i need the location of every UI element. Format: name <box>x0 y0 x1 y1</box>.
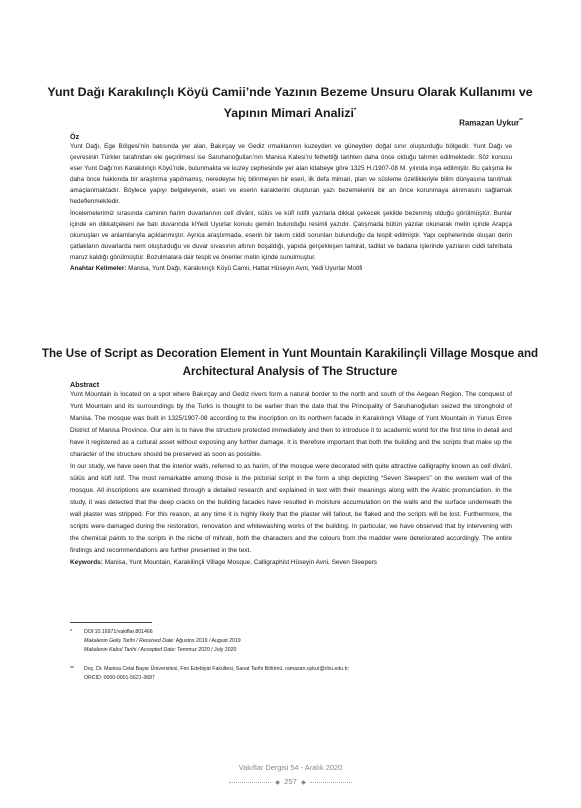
journal-footer: Vakıflar Dergisi 54 - Aralık 2020 <box>238 763 343 772</box>
footnote-author-info <box>70 665 520 683</box>
abstract-heading: Abstract <box>70 380 100 389</box>
author-orcid: ORCID: 0000-0001-5621-3687 <box>84 675 155 682</box>
diamond-icon: ◆ <box>301 780 306 786</box>
page-number-footer <box>0 777 581 786</box>
english-abstract <box>70 389 512 569</box>
turkish-abstract <box>70 141 512 274</box>
keywords-english-label: Keywords: <box>70 559 103 566</box>
title-footnote-mark: * <box>354 108 357 114</box>
oz-paragraph: İncelemelerimiz sırasında caminin harim duvarlarının celî dîvânî, sülüs ve küfî istifli yazılarla dikkat çekecek şekilde bezenmiş olduğu görülmüştür. Bunlar içinde en dikkatçekeni ise batı duvarında kiYedi Uyurlar konulu gemiin bulunduğu resimli yazıdır. Çalışmada bütün yazılar okunarak metin içinde Arapça okunuşları ve anlamlarıyla açıklanmıştır. Ayrıca araştırmada, eserin bir takım ciddi sorunları bulunduğu da tespit edilmiştir. Yapı cephelerinde oluşan derin çatlakların duvarlarda nem oluşturduğu ve duvar sıvasının altının boşaldığı, yapıda gerçekleşen tamirat, tadilat ve badana işlerinde yazıların ciddi tahribata maruz kaldığı görülmüştür. Bozulmalara dair tespit ve öneriler metin içinde sunulmuştur. <box>70 209 512 261</box>
diamond-icon: ◆ <box>275 780 280 786</box>
footnote-divider <box>70 622 152 623</box>
oz-paragraph: Yunt Dağı, Ege Bölgesi’nin batısında yer alan, Bakırçay ve Gediz ırmaklarının kuzeyden ve güneyden doğal sınır oluşturduğu bölgedir. Yunt Dağı ve çevresinin Türkler tarafından ele geçirilmesi ise Saruhanoğulları’nın Manisa Kalesi’ni fethettiği tarihten daha önce olduğu tahmin edilmektedir. Söz konusu eser Yunt Dağı’nın Karakılınçlı Köyü’nde, bulunmakta ve kuzey cephesinde yer alan kitabeye göre 1325 H./1907-08 M. yılında inşa edilmiştir. Bu çalışma ile daha önce hakkında bir araştırma yapılmamış, neredeyse hiç bilinmeyen bir eseri, ilk defa mimari, plan ve süsleme özellikleriyle bilim dünyasına tanıtmak amaçlanmaktadır. Böylece yapıyı belgeleyerek, eseri ve eserin karakterini oluşturan yazı bezemelerini bir an önce korunmaya alınmasını sağlamak hedeflenmektedir. <box>70 143 512 206</box>
received-date-label: Makalenin Geliş Tarihi / Received Date: <box>84 638 175 645</box>
keywords-turkish-label: Anahtar Kelimeler: <box>70 265 127 273</box>
footer-dotted-line <box>229 782 271 783</box>
page-number: 257 <box>284 777 297 786</box>
received-date <box>84 637 520 646</box>
accepted-date <box>84 646 520 655</box>
title-turkish-text: Yunt Dağı Karakılınçlı Köyü Camii’nde Yazının Bezeme Unsuru Olarak Kullanımı ve Yapının Mimari Analizi <box>47 85 533 121</box>
author-affiliation: Doç. Dr. Manisa Celal Bayar Üniversitesi, Fen Edebiyat Fakültesi, Sanat Tarihi Bölümü, ramazan.uykur@cbu.edu.tr; <box>84 666 350 672</box>
keywords-turkish <box>70 263 512 274</box>
title-english: The Use of Script as Decoration Element in Yunt Mountain Karakilinçli Village Mosque and Architectural Analysis of The Structure <box>41 347 539 378</box>
abstract-paragraph: In our study, we have seen that the interior walls, referred to as harim, of the mosque were decorated with quite attractive calligraphy known as celî dîvânî, sülüs and küfî istif. The most remarkable among those is the pictorial script in the form a ship depicting “Seven Sleepers” on the western wall of the mosque. All inscriptions are examined through a detailed research and explained in text with their meanings along with the Arabic pronunciation. In the study, it was detected that the deep cracks on the building facades have resulted in moisture accumulation on the walls and the surface underneath the wall plaster was stripped. For this reason, at any time it is highly likely that the plaster will fallout, be flaked and the scripts will be lost. Furthermore, the scripts were damaged during the restoration, renovation and whitewashing works of the building. In particular, we have observed that by intervening with the chemical paints to the scripts in the niche of mihrab, both the characters and the colours from the madder were deteriorated accordingly. The entire findings and recommendations are further presented in the text. <box>70 463 512 554</box>
doi-link[interactable]: DOI:10.16971/vakiflar.801466 <box>84 629 153 635</box>
footnote-mark: ** <box>70 666 75 672</box>
received-date-value: Ağustos 2019 / August 2019 <box>175 638 241 645</box>
oz-heading: Öz <box>70 132 80 141</box>
keywords-turkish-text: Manisa, Yunt Dağı, Karakılınçlı Köyü Camii, Hattat Hüseyin Avni, Yedi Uyurlar Motifi <box>128 265 363 273</box>
author <box>459 118 523 128</box>
footnote-mark: * <box>70 629 73 635</box>
keywords-english-text: Manisa, Yunt Mountain, Karakilinçli Village Mosque, Calligraphist Hüseyin Avni, Seven Sleepers <box>104 559 378 566</box>
accepted-date-value: Temmuz 2020 / July 2020 <box>177 647 237 654</box>
author-name: Ramazan Uykur <box>459 118 520 128</box>
footer-dotted-line <box>310 782 352 783</box>
author-footnote-mark: ** <box>519 118 523 124</box>
keywords-english <box>70 557 512 569</box>
footnote-article-info <box>70 628 520 655</box>
abstract-paragraph: Yunt Mountain is located on a spot where Bakırçay and Gediz rivers form a natural border to the north and south of the Aegean Region. The conquest of Yunt Mountain and its surroundings by the Turks is thought to be earlier than the date that the Principality of Saruhanoğulları seized the stronghold of Manisa. The mosque was built in 1325/1907-08 according to the inscription on its northern facade in Karakılınçlı Village of Yunt Mountain in Yunus Emre District of Manisa Province. Our aim is to have the structure protected immediately and then to introduce it to academic world for the first time in detail and have it registered as a cultural asset without exposing any further damage. It is therefore important that both the building and the scripts that make up the character of the structure should be preserved as soon as possible. <box>70 391 512 458</box>
accepted-date-label: Makalenin Kabul Tarihi / Accepted Date: <box>84 647 176 654</box>
